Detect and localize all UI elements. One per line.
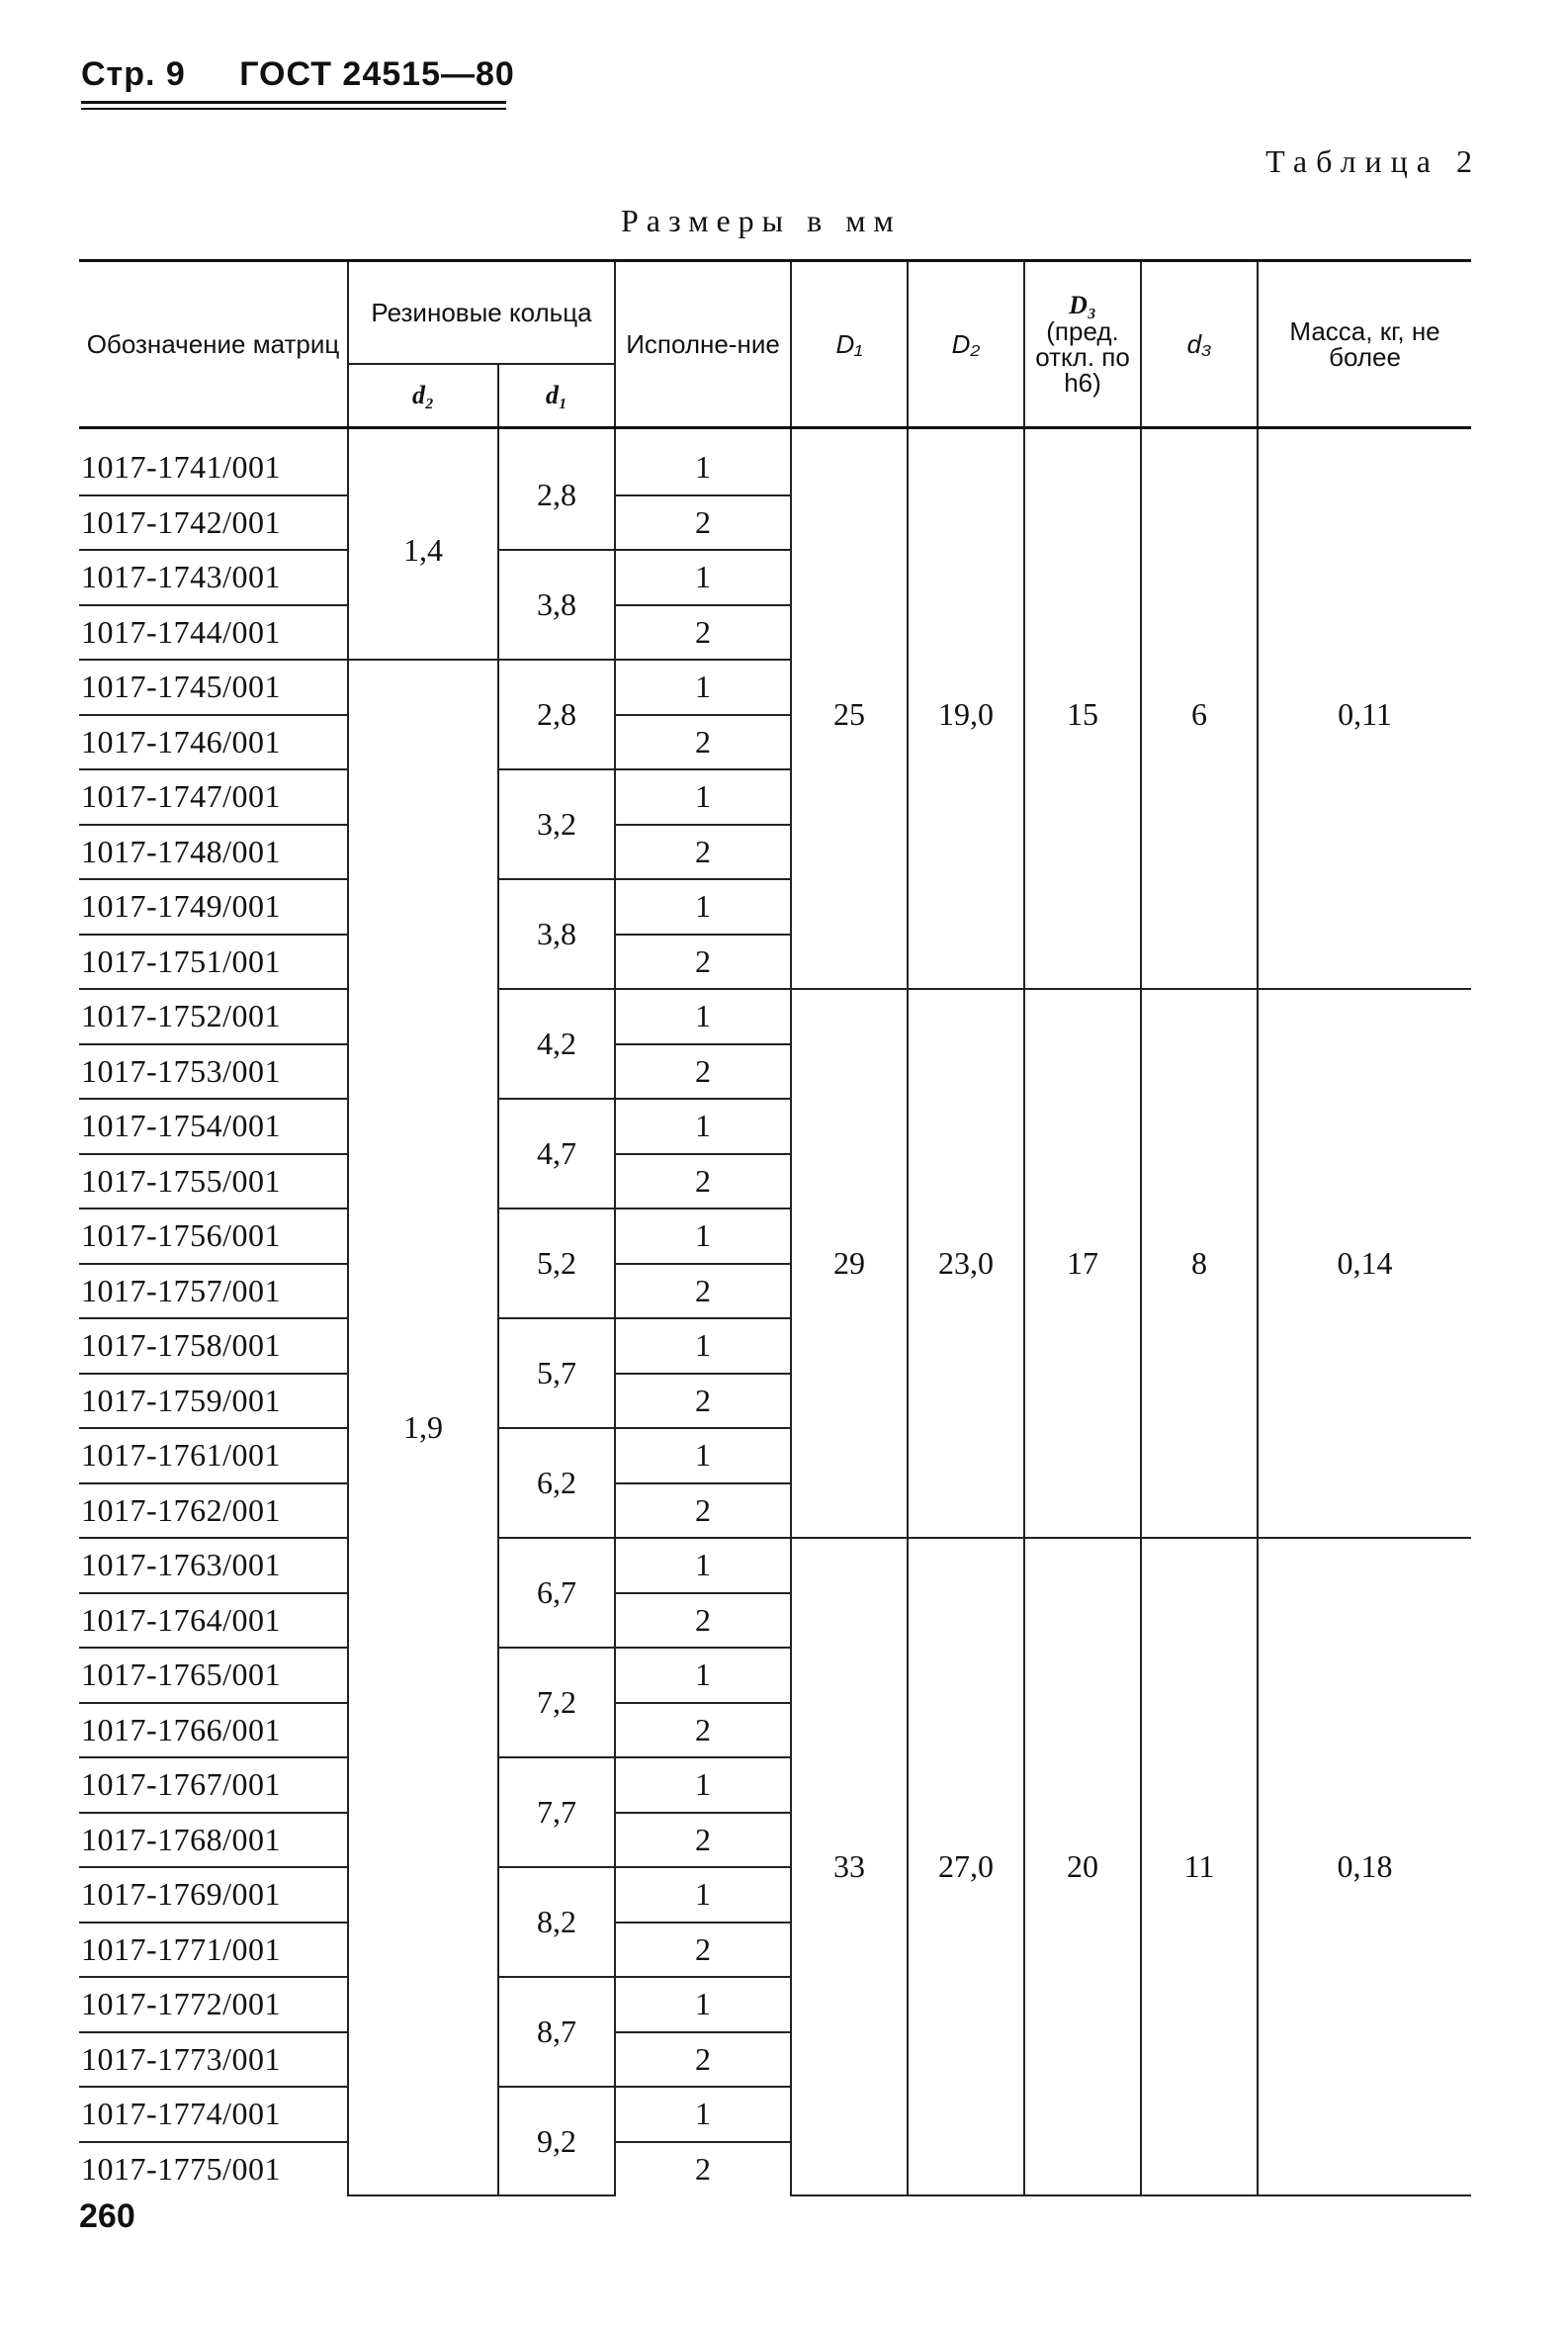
version-cell: 1 <box>615 1977 791 2032</box>
d1-cell: 2,8 <box>498 660 615 769</box>
d1-cell: 8,7 <box>498 1977 615 2087</box>
version-cell: 1 <box>615 550 791 605</box>
d1-cell: 2,8 <box>498 428 615 551</box>
version-cell: 2 <box>615 1703 791 1758</box>
header-d3: d₃ <box>1141 261 1258 428</box>
designation-cell: 1017-1759/001 <box>79 1374 348 1429</box>
d1-cell: 6,7 <box>498 1538 615 1648</box>
version-cell: 2 <box>615 495 791 551</box>
version-cell: 1 <box>615 1099 791 1154</box>
D3-cell: 15 <box>1024 428 1141 990</box>
mass-cell: 0,14 <box>1258 989 1471 1538</box>
d1-cell: 8,2 <box>498 1867 615 1977</box>
version-cell: 2 <box>615 935 791 990</box>
D3-cell: 17 <box>1024 989 1141 1538</box>
designation-cell: 1017-1745/001 <box>79 660 348 715</box>
d1-cell: 6,2 <box>498 1428 615 1538</box>
designation-cell: 1017-1751/001 <box>79 935 348 990</box>
mass-cell: 0,11 <box>1258 428 1471 990</box>
d1-cell: 3,2 <box>498 769 615 879</box>
page-label: Стр. 9 <box>81 55 186 93</box>
designation-cell: 1017-1763/001 <box>79 1538 348 1593</box>
designation-cell: 1017-1771/001 <box>79 1923 348 1978</box>
mass-cell: 0,18 <box>1258 1538 1471 2195</box>
version-cell: 1 <box>615 989 791 1044</box>
version-cell: 1 <box>615 1208 791 1264</box>
version-cell: 2 <box>615 1044 791 1100</box>
designation-cell: 1017-1761/001 <box>79 1428 348 1483</box>
designation-cell: 1017-1747/001 <box>79 769 348 825</box>
header-d1: d₁ <box>498 364 615 428</box>
designation-cell: 1017-1754/001 <box>79 1099 348 1154</box>
version-cell: 2 <box>615 715 791 770</box>
designation-cell: 1017-1741/001 <box>79 428 348 495</box>
table-row <box>79 989 1471 1044</box>
version-cell: 2 <box>615 1483 791 1539</box>
header-D2: D₂ <box>908 261 1024 428</box>
designation-cell: 1017-1772/001 <box>79 1977 348 2032</box>
D1-cell: 25 <box>791 428 908 990</box>
designation-cell: 1017-1744/001 <box>79 605 348 661</box>
designation-cell: 1017-1756/001 <box>79 1208 348 1264</box>
d2-cell: 1,9 <box>348 660 498 2195</box>
designation-cell: 1017-1749/001 <box>79 879 348 935</box>
d3-cell: 8 <box>1141 989 1258 1538</box>
d2-cell: 1,4 <box>348 428 498 661</box>
page-header <box>81 55 515 94</box>
d1-cell: 3,8 <box>498 879 615 989</box>
header-designation: Обозначение матриц <box>79 261 348 428</box>
document-code: ГОСТ 24515—80 <box>239 55 515 93</box>
version-cell: 1 <box>615 769 791 825</box>
version-cell: 2 <box>615 825 791 880</box>
header-rubber-rings: Резиновые кольца <box>348 261 615 365</box>
D1-cell: 29 <box>791 989 908 1538</box>
designation-cell: 1017-1775/001 <box>79 2142 348 2196</box>
table-row <box>79 1538 1471 1593</box>
d1-cell: 4,2 <box>498 989 615 1099</box>
d1-cell: 9,2 <box>498 2087 615 2195</box>
designation-cell: 1017-1752/001 <box>79 989 348 1044</box>
designation-cell: 1017-1769/001 <box>79 1867 348 1923</box>
d1-cell: 5,7 <box>498 1318 615 1428</box>
table-body <box>79 428 1471 2196</box>
version-cell: 1 <box>615 1867 791 1923</box>
d1-cell: 4,7 <box>498 1099 615 1208</box>
designation-cell: 1017-1758/001 <box>79 1318 348 1374</box>
version-cell: 2 <box>615 1264 791 1319</box>
version-cell: 1 <box>615 1428 791 1483</box>
page-number: 260 <box>79 2197 135 2235</box>
header-D3-note: (пред. откл. по h6) <box>1035 316 1130 398</box>
version-cell: 2 <box>615 1154 791 1209</box>
D2-cell: 19,0 <box>908 428 1024 990</box>
header-D3 <box>1024 261 1141 428</box>
header-version: Исполне-ние <box>615 261 791 428</box>
designation-cell: 1017-1757/001 <box>79 1264 348 1319</box>
dimensions-table <box>79 259 1471 2196</box>
designation-cell: 1017-1742/001 <box>79 495 348 551</box>
D3-cell: 20 <box>1024 1538 1141 2195</box>
header-mass: Масса, кг, не более <box>1258 261 1471 428</box>
version-cell: 1 <box>615 1318 791 1374</box>
header-rule <box>81 101 506 104</box>
designation-cell: 1017-1748/001 <box>79 825 348 880</box>
version-cell: 1 <box>615 428 791 495</box>
designation-cell: 1017-1746/001 <box>79 715 348 770</box>
designation-cell: 1017-1765/001 <box>79 1648 348 1703</box>
d1-cell: 7,7 <box>498 1757 615 1867</box>
D2-cell: 27,0 <box>908 1538 1024 2195</box>
designation-cell: 1017-1768/001 <box>79 1813 348 1868</box>
d3-cell: 11 <box>1141 1538 1258 2195</box>
version-cell: 2 <box>615 1813 791 1868</box>
version-cell: 2 <box>615 1923 791 1978</box>
version-cell: 2 <box>615 605 791 661</box>
designation-cell: 1017-1774/001 <box>79 2087 348 2142</box>
version-cell: 2 <box>615 1593 791 1649</box>
designation-cell: 1017-1762/001 <box>79 1483 348 1539</box>
d1-cell: 5,2 <box>498 1208 615 1318</box>
header-d2: d₂ <box>348 364 498 428</box>
designation-cell: 1017-1773/001 <box>79 2032 348 2088</box>
units-caption: Размеры в мм <box>621 203 902 238</box>
version-cell: 1 <box>615 1757 791 1813</box>
header-D3-symbol: D₃ <box>1069 291 1096 319</box>
header-D1: D₁ <box>791 261 908 428</box>
table-row <box>79 428 1471 495</box>
version-cell: 1 <box>615 1538 791 1593</box>
D1-cell: 33 <box>791 1538 908 2195</box>
version-cell: 1 <box>615 879 791 935</box>
version-cell: 2 <box>615 2032 791 2088</box>
version-cell: 1 <box>615 1648 791 1703</box>
d3-cell: 6 <box>1141 428 1258 990</box>
version-cell: 1 <box>615 2087 791 2142</box>
version-cell: 2 <box>615 1374 791 1429</box>
version-cell: 2 <box>615 2142 791 2196</box>
d1-cell: 7,2 <box>498 1648 615 1757</box>
d1-cell: 3,8 <box>498 550 615 660</box>
designation-cell: 1017-1755/001 <box>79 1154 348 1209</box>
D2-cell: 23,0 <box>908 989 1024 1538</box>
designation-cell: 1017-1766/001 <box>79 1703 348 1758</box>
table-caption: Таблица 2 <box>1265 143 1481 179</box>
designation-cell: 1017-1764/001 <box>79 1593 348 1649</box>
version-cell: 1 <box>615 660 791 715</box>
designation-cell: 1017-1767/001 <box>79 1757 348 1813</box>
designation-cell: 1017-1743/001 <box>79 550 348 605</box>
designation-cell: 1017-1753/001 <box>79 1044 348 1100</box>
header-rule-secondary <box>81 108 506 110</box>
